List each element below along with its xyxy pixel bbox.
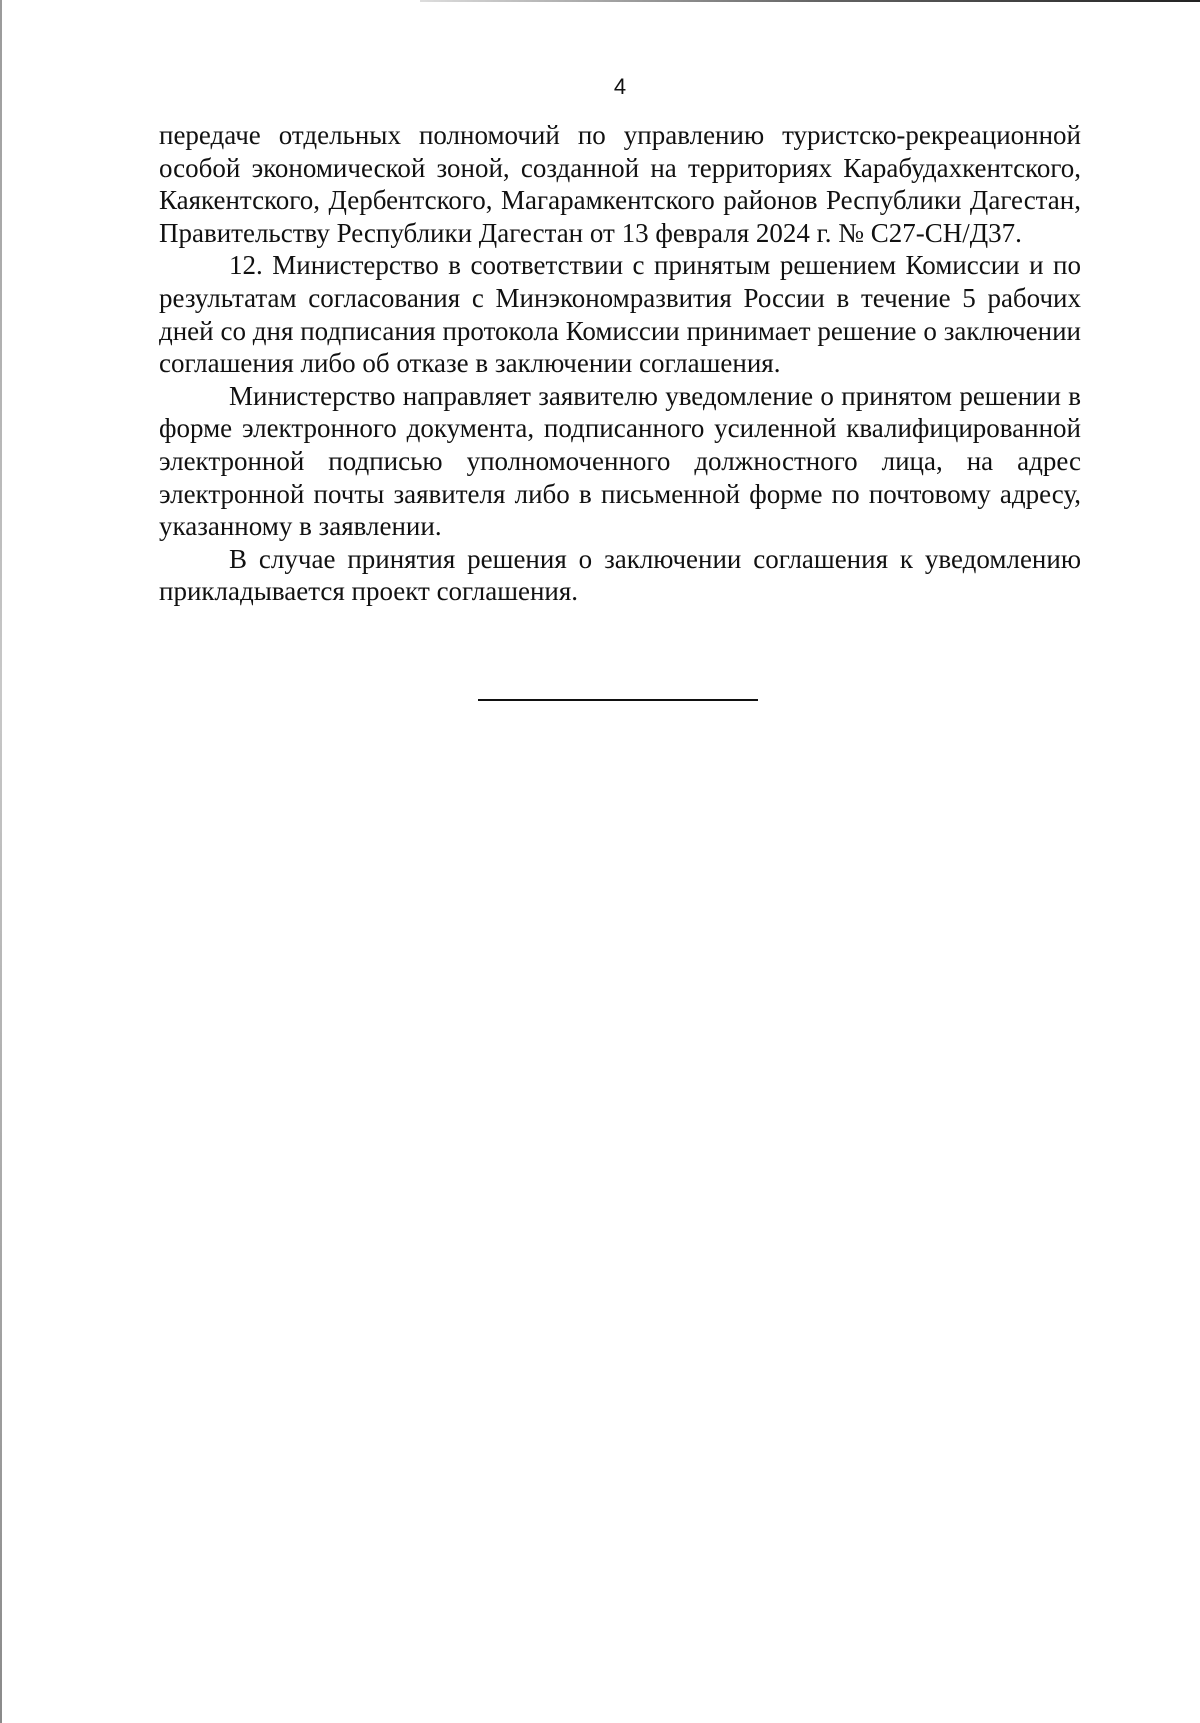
paragraph-continuation: передаче отдельных полномочий по управлению туристско-рекреационной особой экономической зоной, созданной на территориях Карабудахкентского, Каякентского, Дербентского, Магарамкентского районов Республики Дагестан, Правительству Республики Дагестан от 13 февраля 2024 г. № С27-СН/Д37.: [159, 120, 1081, 248]
scan-edge-top: [420, 0, 1200, 2]
page-number: 4: [613, 74, 627, 99]
scan-edge-left: [0, 0, 2, 1723]
end-of-document-rule: [478, 699, 758, 701]
paragraph-notification: Министерство направляет заявителю уведомление о принятом решении в форме электронного документа, подписанного усиленной квалифицированной электронной подписью уполномоченного должностного лица, на адрес электронной почты заявителя либо в письменной форме по почтовому адресу, указанному в заявлении.: [159, 380, 1081, 542]
document-body: [159, 119, 1081, 608]
paragraph-draft-agreement: В случае принятия решения о заключении соглашения к уведомлению прикладывается проект соглашения.: [159, 543, 1081, 607]
paragraph-item-12: 12. Министерство в соответствии с принятым решением Комиссии и по результатам согласования с Минэкономразвития России в течение 5 рабочих дней со дня подписания протокола Комиссии принимает решение о заключении соглашения либо об отказе в заключении соглашения.: [159, 250, 1081, 379]
